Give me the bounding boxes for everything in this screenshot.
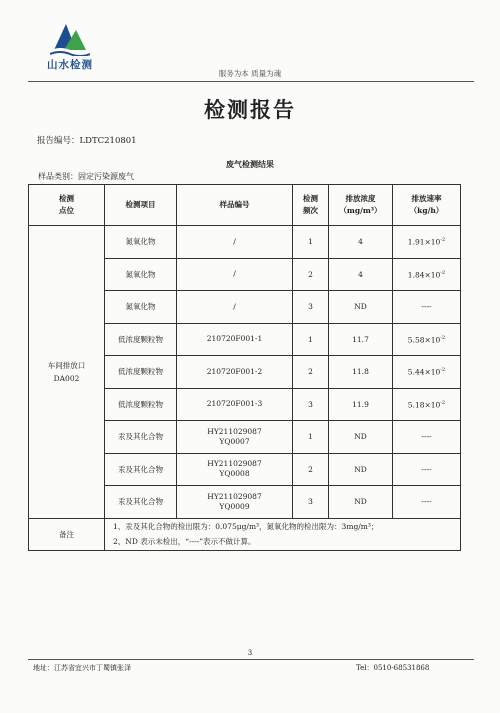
rate-cell bbox=[393, 356, 461, 389]
frequency-cell: 2 bbox=[293, 258, 329, 291]
sample-id-line: 210720F001-3 bbox=[206, 399, 263, 409]
sample-id-line: HY211029087 bbox=[207, 459, 262, 469]
rate-exponent: -2 bbox=[440, 367, 446, 373]
rate-cell bbox=[393, 226, 461, 259]
sample-id-cell bbox=[177, 421, 293, 454]
telephone: Tel：0510-68531868 bbox=[356, 664, 430, 672]
rate-exponent: -2 bbox=[440, 334, 446, 341]
note-text bbox=[105, 518, 461, 551]
header-sample-id: 样品编号 bbox=[177, 185, 293, 226]
company-logo bbox=[38, 20, 102, 72]
concentration-cell: ND bbox=[329, 421, 393, 454]
item-cell: 低浓度颗粒物 bbox=[105, 323, 177, 356]
sample-id-cell bbox=[177, 291, 293, 324]
frequency-cell: 2 bbox=[293, 453, 329, 486]
rate-value: 5.18×10 bbox=[407, 400, 441, 409]
concentration-cell: ND bbox=[329, 291, 393, 324]
item-cell: 氮氧化物 bbox=[105, 226, 177, 259]
sample-id-line: HY211029087 bbox=[207, 426, 262, 436]
rate-exponent: -2 bbox=[440, 269, 446, 276]
rate-exponent: -2 bbox=[440, 237, 446, 243]
footer-divider bbox=[28, 659, 474, 660]
sample-id-line: 210720F001-2 bbox=[206, 366, 263, 376]
header-divider bbox=[28, 81, 474, 82]
location-cell: 车间排放口 DA002 bbox=[29, 226, 105, 519]
frequency-cell: 3 bbox=[293, 388, 329, 421]
sample-id-line: HY211029087 bbox=[207, 491, 262, 501]
note-line: 2、ND 表示未检出，“----”表示不做计算。 bbox=[113, 537, 256, 547]
frequency-cell: 3 bbox=[293, 486, 329, 519]
page-title: 检测报告 bbox=[204, 98, 296, 122]
concentration-cell: 4 bbox=[329, 226, 393, 259]
sample-id-line: YQ0008 bbox=[219, 469, 250, 479]
brand-name: 山水检测 bbox=[47, 59, 93, 71]
table-header-row bbox=[29, 185, 461, 226]
rate-cell bbox=[393, 421, 461, 454]
sample-id-cell bbox=[177, 356, 293, 389]
note-row bbox=[29, 518, 461, 551]
address: 地址：江苏省宜兴市丁蜀镇张泽 bbox=[33, 664, 131, 672]
rate-value: ---- bbox=[421, 432, 432, 442]
frequency-cell: 3 bbox=[293, 291, 329, 324]
sample-id-cell bbox=[177, 323, 293, 356]
rate-value: ---- bbox=[421, 464, 432, 474]
frequency-cell: 2 bbox=[293, 356, 329, 389]
sample-id-line: 210720F001-1 bbox=[206, 334, 263, 344]
sample-id-cell bbox=[177, 226, 293, 259]
frequency-cell: 1 bbox=[293, 421, 329, 454]
rate-cell bbox=[393, 486, 461, 519]
rate-value: ---- bbox=[421, 497, 432, 507]
item-cell: 氮氧化物 bbox=[105, 258, 177, 291]
sample-id-line: / bbox=[233, 236, 236, 246]
concentration-cell: ND bbox=[329, 453, 393, 486]
rate-cell bbox=[393, 453, 461, 486]
item-cell: 汞及其化合物 bbox=[105, 453, 177, 486]
rate-value: 1.84×10 bbox=[407, 270, 441, 279]
rate-cell bbox=[393, 388, 461, 421]
sample-id-line: / bbox=[233, 301, 236, 311]
sample-id-cell bbox=[177, 388, 293, 421]
concentration-cell: ND bbox=[329, 486, 393, 519]
results-table bbox=[28, 184, 461, 551]
concentration-cell: 11.8 bbox=[329, 356, 393, 389]
sample-id-cell bbox=[177, 258, 293, 291]
item-cell: 低浓度颗粒物 bbox=[105, 356, 177, 389]
header-item: 检测项目 bbox=[105, 185, 177, 226]
item-cell: 汞及其化合物 bbox=[105, 421, 177, 454]
rate-value: 5.44×10 bbox=[407, 367, 441, 377]
concentration-cell: 11.9 bbox=[329, 388, 393, 421]
sample-id-cell bbox=[177, 486, 293, 519]
sample-id-cell bbox=[177, 453, 293, 486]
header-concentration: 排放浓度 （mg/m³） bbox=[329, 185, 393, 226]
item-cell: 汞及其化合物 bbox=[105, 486, 177, 519]
sample-id-line: YQ0009 bbox=[219, 501, 250, 511]
sample-id-line: YQ0007 bbox=[219, 436, 250, 446]
rate-cell bbox=[393, 258, 461, 291]
page-number: 3 bbox=[247, 649, 253, 657]
sample-id-line: / bbox=[233, 269, 236, 279]
item-cell: 氮氧化物 bbox=[105, 291, 177, 324]
rate-value: ---- bbox=[421, 302, 432, 312]
item-cell: 低浓度颗粒物 bbox=[105, 388, 177, 421]
mountain-water-icon bbox=[50, 20, 90, 56]
header-frequency: 检测 频次 bbox=[293, 185, 329, 226]
concentration-cell: 11.7 bbox=[329, 323, 393, 356]
header-location: 检测 点位 bbox=[29, 185, 105, 226]
rate-value: 1.91×10 bbox=[407, 237, 441, 247]
note-label: 备注 bbox=[29, 518, 105, 551]
rate-value: 5.58×10 bbox=[407, 335, 441, 344]
rate-cell bbox=[393, 291, 461, 324]
frequency-cell: 1 bbox=[293, 323, 329, 356]
table-title: 废气检测结果 bbox=[226, 159, 274, 169]
report-number: 报告编号：LDTC210801 bbox=[37, 136, 137, 146]
rate-exponent: -2 bbox=[440, 399, 446, 406]
rate-cell bbox=[393, 323, 461, 356]
concentration-cell: 4 bbox=[329, 258, 393, 291]
table-row bbox=[29, 226, 461, 259]
header-rate: 排放速率 （kg/h） bbox=[393, 185, 461, 226]
frequency-cell: 1 bbox=[293, 226, 329, 259]
motto: 服务为本 质量为魂 bbox=[218, 69, 282, 78]
sample-type: 样品类别：固定污染源废气 bbox=[38, 172, 134, 181]
note-line: 1、汞及其化合物的检出限为：0.075μg/m³，氮氧化物的检出限为：3mg/m³； bbox=[113, 522, 379, 532]
